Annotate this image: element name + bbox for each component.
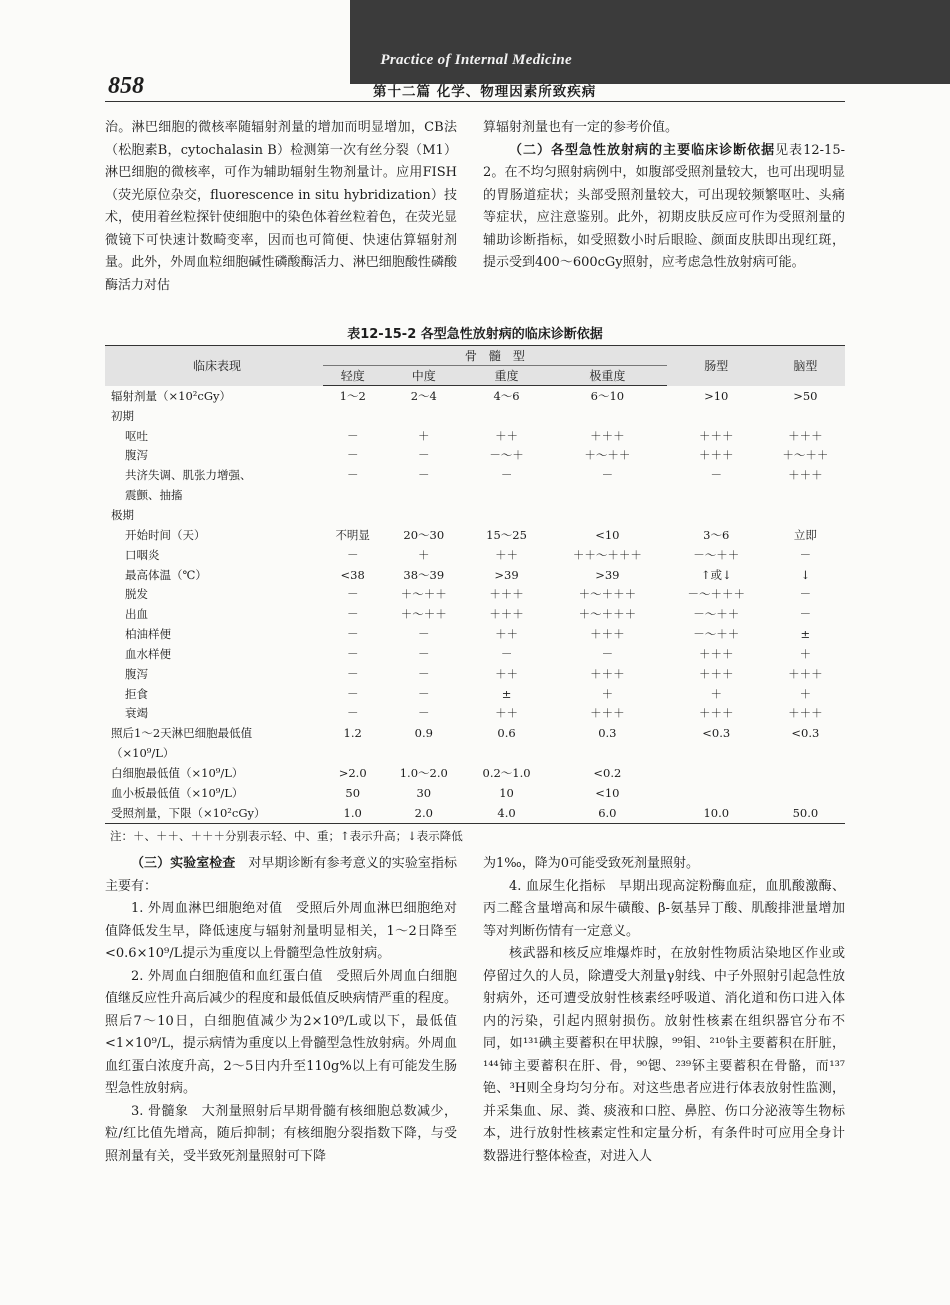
row-label: 柏油样便 bbox=[125, 627, 171, 642]
table-cell: ＋＋＋ bbox=[590, 666, 625, 681]
table-cell: ＋＋ bbox=[495, 547, 519, 562]
table-cell: － bbox=[346, 587, 359, 602]
table-cell: 0.3 bbox=[598, 726, 617, 741]
table-cell: 30 bbox=[416, 785, 432, 800]
table-cell: ＋＋＋ bbox=[489, 587, 524, 602]
table-cell bbox=[667, 485, 766, 505]
table-cell: ＋＋＋ bbox=[489, 607, 524, 622]
table-cell bbox=[667, 763, 766, 783]
table-cell bbox=[465, 406, 548, 426]
paragraph: 核武器和核反应堆爆炸时，在放射性物质沾染地区作业或停留过久的人员，除遭受大剂量γ射线、中子外照射引起急性放射病外，还可遭受放射性核素经呼吸道、消化道和伤口进入体内的污染，引起内照射损伤。放射性核素在组织器官分布不同，如¹³¹碘主要蓄积在甲状腺，⁹⁹钼、²¹⁰钋主要蓄积在肝脏，¹⁴⁴铈主要蓄积在肝、骨，⁹⁰锶、²³⁹钚主要蓄积在骨骼，而¹³⁷铯、³H则全身均匀分布。对这些患者应进行体表放射性监测，并采集血、尿、粪、痰液和口腔、鼻腔、伤口分泌液等生物标本，进行放射性核素定性和定量分析，有条件时可应用全身计数器进行整体检查，对进入人 bbox=[483, 946, 845, 1164]
table-cell: >50 bbox=[793, 388, 818, 403]
table-row bbox=[105, 644, 845, 664]
table-cell bbox=[382, 406, 465, 426]
table-cell: ＋～＋＋＋ bbox=[578, 587, 637, 602]
table-cell: － bbox=[799, 587, 812, 602]
table-row bbox=[105, 584, 845, 604]
table-cell: ＋～＋＋ bbox=[400, 607, 447, 622]
table-cell: － bbox=[418, 646, 430, 661]
table-cell: 立即 bbox=[793, 527, 817, 542]
table-cell: 50.0 bbox=[766, 803, 845, 823]
table-cell: ＋＋ bbox=[495, 666, 519, 681]
row-label: 拒食 bbox=[125, 686, 148, 701]
table-cell: ＋＋＋ bbox=[699, 706, 734, 721]
row-label: 呕吐 bbox=[125, 428, 148, 443]
journal-title: Practice of Internal Medicine bbox=[380, 52, 572, 68]
table-cell: ＋＋～＋＋＋ bbox=[572, 547, 642, 562]
table-cell: ＋＋ bbox=[495, 706, 519, 721]
table-cell: 2～4 bbox=[410, 388, 437, 403]
table-cell: － bbox=[346, 627, 359, 642]
table-cell: ＋＋＋ bbox=[788, 666, 823, 681]
table-cell: － bbox=[346, 428, 359, 443]
paragraph: 治。淋巴细胞的微核率随辐射剂量的增加而明显增加，CB法（松胞素B，cytochalasin B）检测第一次有丝分裂（M1）淋巴细胞的微核率，可作为辅助辐射生物剂量计。应用FISH（荧光原位杂交，fluorescence in situ hybridization）技术，使用着丝粒探针使细胞中的染色体着丝粒着色，在荧光显微镜下可快速计数畸变率，因而也可简便、快速估算辐射剂量。此外，外周血粒细胞碱性磷酸酶活力、淋巴细胞酸性磷酸酶活力对估 bbox=[105, 120, 457, 293]
table-cell: － bbox=[418, 627, 430, 642]
row-label: 极期 bbox=[111, 507, 134, 522]
table-cell: － bbox=[346, 547, 359, 562]
table-cell: ＋＋＋ bbox=[699, 428, 734, 443]
table-row bbox=[105, 426, 845, 446]
table-cell bbox=[766, 743, 845, 763]
table-row bbox=[105, 565, 845, 585]
table-cell bbox=[465, 505, 548, 525]
table-cell: 50 bbox=[345, 785, 361, 800]
table-cell: 6.0 bbox=[548, 803, 667, 823]
table-cell: ＋＋＋ bbox=[699, 448, 734, 463]
table-cell: >10 bbox=[704, 388, 729, 403]
table-row bbox=[105, 664, 845, 684]
table-cell: >2.0 bbox=[338, 765, 367, 780]
table-cell: －～＋＋ bbox=[693, 607, 740, 622]
table-cell: ＋＋＋ bbox=[788, 706, 823, 721]
table-row bbox=[105, 446, 845, 466]
table-row bbox=[105, 783, 845, 803]
table-cell: ＋ bbox=[799, 686, 812, 701]
table-cell: － bbox=[346, 666, 359, 681]
table-cell: ＋ bbox=[710, 686, 722, 701]
table-cell: － bbox=[601, 646, 614, 661]
table-cell: － bbox=[710, 468, 722, 483]
table-cell: － bbox=[418, 706, 430, 721]
table-row bbox=[105, 386, 845, 406]
row-label: 震颤、抽搐 bbox=[125, 488, 183, 503]
header-banner bbox=[350, 0, 950, 84]
column-header: 重度 bbox=[465, 366, 548, 386]
table-cell: － bbox=[418, 468, 430, 483]
table-cell bbox=[667, 406, 766, 426]
table-cell bbox=[667, 743, 766, 763]
table-cell: － bbox=[346, 448, 359, 463]
table-cell: <10 bbox=[595, 527, 620, 542]
table-row bbox=[105, 525, 845, 545]
table-row bbox=[105, 704, 845, 724]
table-cell: >39 bbox=[494, 567, 519, 582]
table-cell bbox=[382, 743, 465, 763]
table-cell: －～＋＋ bbox=[693, 627, 740, 642]
table-cell bbox=[548, 505, 667, 525]
table-cell: ± bbox=[800, 627, 811, 642]
table-cell: － bbox=[500, 646, 513, 661]
paragraph: 2. 外周血白细胞值和血红蛋白值 受照后外周血白细胞值继反应性升高后减少的程度和最低值反映病情严重的程度。照后7～10日，白细胞值减少为2×10⁹/L或以下，最低值<1×10⁹/L，提示病情为重度以上骨髓型急性放射病。外周血血红蛋白浓度升高，2～5日内升至110g%以上有可能发生肠型急性放射病。 bbox=[105, 968, 457, 1096]
table-cell: 0.9 bbox=[414, 726, 433, 741]
table-cell: ↑或↓ bbox=[700, 567, 732, 582]
column-header: 肠型 bbox=[667, 346, 766, 386]
table-cell bbox=[766, 406, 845, 426]
table-caption: 表12-15-2 各型急性放射病的临床诊断依据 bbox=[347, 327, 603, 342]
table-cell: ＋＋＋ bbox=[590, 627, 625, 642]
table-cell: ＋＋＋ bbox=[699, 646, 734, 661]
table-cell: － bbox=[601, 468, 614, 483]
paragraph: 1. 外周血淋巴细胞绝对值 受照后外周血淋巴细胞绝对值降低发生早，降低速度与辐射剂量明显相关，1～2日降至<0.6×10⁹/L提示为重度以上骨髓型急性放射病。 bbox=[105, 901, 457, 961]
table-cell bbox=[323, 743, 382, 763]
table-cell: ＋ bbox=[418, 428, 430, 443]
table-cell: >39 bbox=[595, 567, 620, 582]
table-cell: ＋ bbox=[799, 646, 812, 661]
table-cell: ＋＋＋ bbox=[788, 428, 823, 443]
paragraph bbox=[483, 140, 845, 275]
table-note: 注：＋、＋＋、＋＋＋分别表示轻、中、重；↑表示升高；↓表示降低 bbox=[110, 829, 463, 843]
table-cell: 0.2～1.0 bbox=[482, 765, 531, 780]
row-label: 最高体温（℃） bbox=[125, 567, 207, 582]
table-cell: <10 bbox=[595, 785, 620, 800]
table-cell bbox=[323, 485, 382, 505]
table-cell bbox=[323, 505, 382, 525]
table-cell: ＋＋＋ bbox=[590, 428, 625, 443]
row-label: 开始时间（天） bbox=[125, 527, 206, 542]
table-cell bbox=[548, 406, 667, 426]
table-cell: － bbox=[346, 646, 359, 661]
row-label: 血小板最低值（×10⁹/L） bbox=[111, 785, 244, 800]
table-cell: － bbox=[346, 706, 359, 721]
row-label: 脱发 bbox=[125, 587, 148, 602]
table-cell: － bbox=[346, 468, 359, 483]
table-cell: ＋＋＋ bbox=[590, 706, 625, 721]
table-row bbox=[105, 485, 845, 505]
paragraph bbox=[105, 853, 457, 898]
table-cell bbox=[766, 783, 845, 803]
table-cell: －～＋ bbox=[489, 448, 524, 463]
table-cell: ＋～＋＋ bbox=[584, 448, 631, 463]
table-cell bbox=[465, 743, 548, 763]
table-cell: 3～6 bbox=[703, 527, 730, 542]
row-label: 共济失调、肌张力增强、 bbox=[125, 468, 252, 483]
table-cell: － bbox=[799, 607, 812, 622]
row-label: 衰竭 bbox=[125, 706, 148, 721]
row-label: 初期 bbox=[111, 408, 134, 423]
table-cell: －～＋＋＋ bbox=[687, 587, 745, 602]
paragraph-text: 对早期诊断有参考意义的实验室指标主要有： bbox=[105, 856, 457, 894]
section-title: 第十二篇 化学、物理因素所致疾病 bbox=[373, 84, 597, 100]
table-cell: ＋ bbox=[601, 686, 614, 701]
row-label: 辐射剂量（×10²cGy） bbox=[111, 388, 232, 403]
table-cell: ＋＋ bbox=[495, 627, 519, 642]
table-cell: ↓ bbox=[800, 567, 811, 582]
row-label: 白细胞最低值（×10⁹/L） bbox=[111, 765, 244, 780]
table-cell: 4～6 bbox=[493, 388, 520, 403]
table-cell bbox=[382, 485, 465, 505]
table-row bbox=[105, 803, 845, 823]
table-cell: －～＋＋ bbox=[693, 547, 740, 562]
paragraph-continuation: 为1‰，降为0可能受致死剂量照射。 bbox=[483, 856, 699, 871]
paragraph: 3. 骨髓象 大剂量照射后早期骨髓有核细胞总数减少，粒/红比值先增高，随后抑制；有核细胞分裂指数下降，与受照剂量有关，受半致死剂量照射可下降 bbox=[105, 1103, 457, 1164]
table-cell bbox=[548, 485, 667, 505]
table-cell bbox=[766, 763, 845, 783]
table-cell: ＋～＋＋ bbox=[782, 448, 829, 463]
table-cell bbox=[548, 743, 667, 763]
table-cell: ＋ bbox=[418, 547, 430, 562]
table-cell: ＋～＋＋ bbox=[400, 587, 447, 602]
table-cell: 10 bbox=[499, 785, 514, 800]
table-cell bbox=[766, 505, 845, 525]
table-cell: ＋～＋＋＋ bbox=[578, 607, 637, 622]
table-cell: 4.0 bbox=[465, 803, 548, 823]
paragraph: 4. 血尿生化指标 早期出现高淀粉酶血症，血肌酸激酶、丙二醛含量增高和尿牛磺酸、β-氨基异丁酸、肌酸排泄量增加等对判断伤情有一定意义。 bbox=[483, 878, 845, 939]
table-row bbox=[105, 624, 845, 644]
table-cell: 38～39 bbox=[403, 567, 445, 582]
table-cell: <38 bbox=[340, 567, 365, 582]
row-label: 口咽炎 bbox=[125, 547, 160, 562]
table-cell bbox=[382, 505, 465, 525]
table-row bbox=[105, 505, 845, 525]
subheading: （二）各型急性放射病的主要临床诊断依据 bbox=[509, 142, 776, 158]
table-cell: ＋＋＋ bbox=[788, 468, 823, 483]
table-cell: ± bbox=[501, 686, 512, 701]
table-cell: － bbox=[346, 607, 359, 622]
table-cell bbox=[323, 406, 382, 426]
table-cell: 1～2 bbox=[339, 388, 366, 403]
table-cell: 1.0 bbox=[323, 803, 382, 823]
table-row bbox=[105, 604, 845, 624]
row-label: 照后1～2天淋巴细胞最低值 bbox=[111, 726, 253, 741]
table-cell: ＋＋ bbox=[495, 428, 519, 443]
column-header: 轻度 bbox=[323, 366, 382, 386]
table-cell: <0.3 bbox=[791, 726, 820, 741]
top-right-column bbox=[483, 117, 845, 275]
row-label: 受照剂量，下限（×10²cGy） bbox=[105, 803, 323, 823]
paragraph-continuation: 算辐射剂量也有一定的参考价值。 bbox=[483, 120, 679, 135]
table-cell: 1.0～2.0 bbox=[399, 765, 448, 780]
table-cell bbox=[465, 485, 548, 505]
table-row bbox=[105, 545, 845, 565]
header-rule bbox=[105, 101, 845, 102]
table-row bbox=[105, 406, 845, 426]
table-cell: － bbox=[500, 468, 513, 483]
group-header-marrow: 骨 髓 型 bbox=[323, 346, 667, 366]
table-cell: － bbox=[346, 686, 359, 701]
diagnosis-table bbox=[105, 345, 845, 824]
table-cell: <0.3 bbox=[702, 726, 731, 741]
table-cell: 2.0 bbox=[382, 803, 465, 823]
table-cell: 0.6 bbox=[497, 726, 516, 741]
table-row bbox=[105, 763, 845, 783]
table-cell: 不明显 bbox=[335, 527, 370, 542]
table-cell: 15～25 bbox=[486, 527, 527, 542]
page-number: 858 bbox=[108, 73, 144, 99]
row-label: 腹泻 bbox=[125, 448, 148, 463]
table-cell: 20～30 bbox=[403, 527, 445, 542]
table-cell: － bbox=[418, 448, 430, 463]
column-header-clinical: 临床表现 bbox=[105, 346, 323, 386]
table-row bbox=[105, 684, 845, 704]
row-label: 血水样便 bbox=[125, 646, 171, 661]
table-cell: 10.0 bbox=[667, 803, 766, 823]
table-body bbox=[105, 386, 845, 824]
row-label: 腹泻 bbox=[125, 666, 148, 681]
table-cell: ＋＋＋ bbox=[699, 666, 734, 681]
column-header: 中度 bbox=[382, 366, 465, 386]
table-cell: 1.2 bbox=[343, 726, 362, 741]
row-label: （×10⁹/L） bbox=[111, 746, 175, 761]
table-row bbox=[105, 743, 845, 763]
table-cell: － bbox=[418, 686, 430, 701]
table-cell: － bbox=[418, 666, 430, 681]
row-label: 出血 bbox=[125, 607, 148, 622]
table-row bbox=[105, 465, 845, 485]
paragraph-text: 见表12-15-2。在不均匀照射病例中，如腹部受照剂量较大，也可出现明显的胃肠道症状；头部受照剂量较大，可出现较频繁呕吐、头痛等症状，应注意鉴别。此外，初期皮肤反应可作为受照剂量的辅助诊断指标，如受照数小时后眼睑、颜面皮肤即出现红斑，提示受到400～600cGy照射，应考虑急性放射病可能。 bbox=[483, 142, 845, 270]
column-header: 脑型 bbox=[766, 346, 845, 386]
table-cell: 6～10 bbox=[590, 388, 625, 403]
table-cell: － bbox=[799, 547, 812, 562]
top-left-column bbox=[105, 117, 457, 297]
subheading: （三）实验室检查 bbox=[131, 856, 236, 871]
column-header: 极重度 bbox=[548, 366, 667, 386]
table-cell bbox=[667, 783, 766, 803]
table-row bbox=[105, 723, 845, 743]
table-cell bbox=[667, 505, 766, 525]
bottom-left-column bbox=[105, 853, 457, 1168]
table-cell bbox=[766, 485, 845, 505]
bottom-right-column bbox=[483, 853, 845, 1168]
table-cell: <0.2 bbox=[593, 765, 622, 780]
